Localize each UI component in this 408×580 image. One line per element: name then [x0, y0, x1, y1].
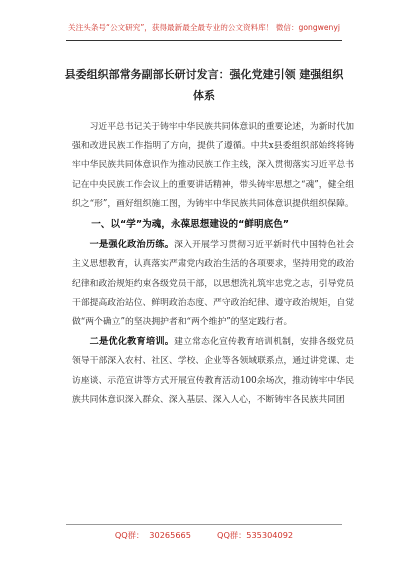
header-divider — [66, 40, 342, 41]
intro-paragraph — [72, 118, 354, 214]
intro-paragraph-text: 习近平总书记关于铸牢中华民族共同体意识的重要论述，为新时代加强和改进民族工作指明了方向，提供了遵循。中共x县委组织部始终将铸牢中华民族共同体意识作为推动民族工作主线，深入贯彻落实习近平总书记在中央民族工作会议上的重要讲话精神，带头铸牢思想之“魂”，健全组织之“形”，画好组织施工图，为铸牢中华民族共同体意识提供组织保障。 — [72, 122, 354, 209]
document-title: 县委组织部常务副部长研讨发言：强化党建引领 建强组织体系 — [64, 68, 344, 102]
section1-paragraph-1-text: 深入开展学习贯彻习近平新时代中国特色社会主义思想教育，认真落实严肃党内政治生活的各项要求，坚持用党的政治纪律和政治规矩约束各级党员干部，以思想洗礼筑牢忠党之志，引导党员干部提高政治站位、鲜明政治态度、严守政治纪律、遵守政治规矩，自觉做“两个确立”的坚决拥护者和“两个维护”的坚定践行者。 — [72, 240, 354, 328]
header-promo-text: 关注头条号“公文研究”，获得最新最全最专业的公文资料库！ 微信：gongwenyj — [68, 23, 340, 32]
section1-paragraph-1-lead: 一是强化政治历练。 — [89, 239, 175, 251]
section1-paragraph-2-text: 建立常态化宣传教育培训机制，安排各级党员领导干部深入农村、社区、学校、企业等各领域联系点，通过讲党课、走访座谈、示范宣讲等方式开展宣传教育活动100余场次，推动铸牢中华民族共同体意识深入群众、深入基层、深入人心，不断铸牢各民族共同团 — [72, 337, 354, 405]
section-heading-1: 一、以“学”为魂，永葆思想建设的“鲜明底色” — [91, 219, 290, 231]
section1-paragraph-1 — [72, 235, 354, 332]
section1-paragraph-2 — [72, 332, 354, 410]
document-body — [72, 118, 354, 410]
footer-divider — [66, 524, 342, 525]
footer-qq-groups: QQ群： 30265665 QQ群：535304092 — [114, 530, 294, 540]
section1-paragraph-2-lead: 二是优化教育培训。 — [89, 336, 175, 348]
